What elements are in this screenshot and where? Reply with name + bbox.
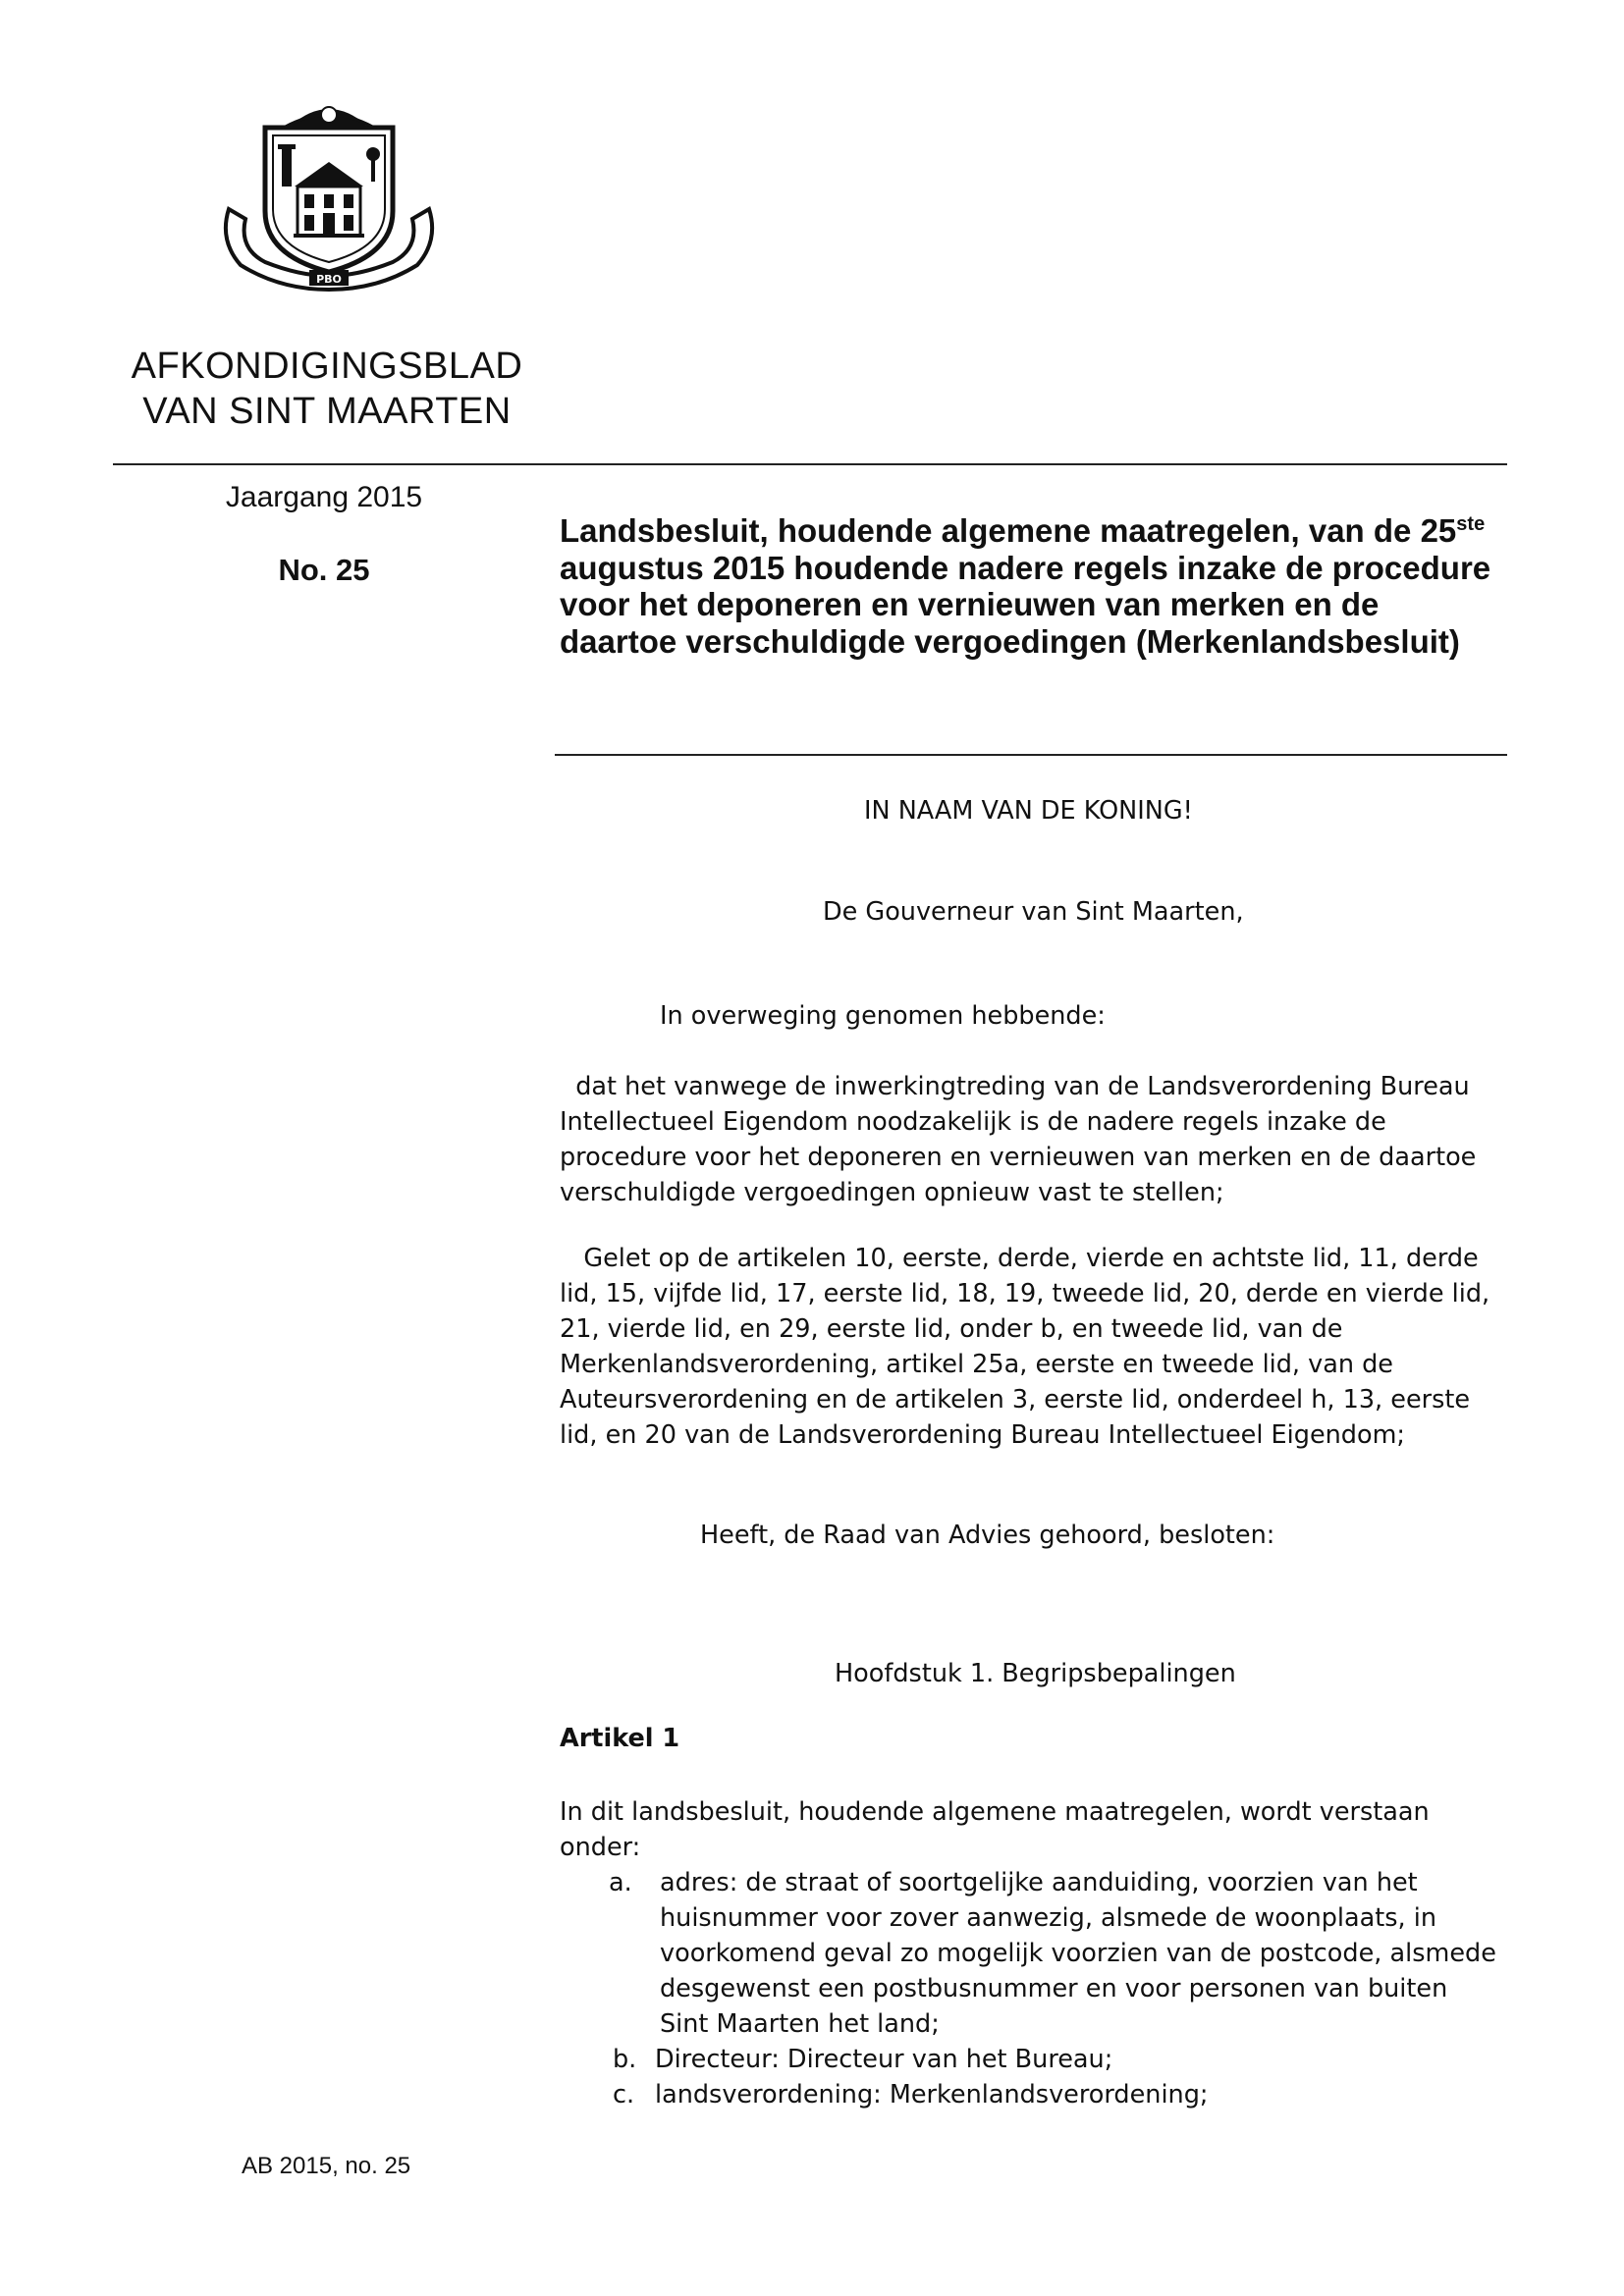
document-title-part1: Landsbesluit, houdende algemene maatregelen, van de 25 bbox=[560, 512, 1457, 549]
issue-number: No. 25 bbox=[278, 553, 370, 587]
in-naam-heading: IN NAAM VAN DE KONING! bbox=[864, 796, 1193, 826]
issue-year: Jaargang 2015 bbox=[225, 481, 423, 513]
paragraph-gelet-op bbox=[560, 1241, 1512, 1453]
list-item bbox=[560, 2042, 1502, 2077]
list-item-text: Directeur: Directeur van het Bureau; bbox=[655, 2045, 1113, 2074]
overweging-line: In overweging genomen hebbende: bbox=[660, 1001, 1106, 1031]
list-item-text: landsverordening: Merkenlandsverordening; bbox=[655, 2080, 1209, 2109]
svg-text:PBO: PBO bbox=[316, 273, 342, 286]
paragraph-gelet-op-text: Gelet op de artikelen 10, eerste, derde, vierde en achtste lid, 11, derde lid, 15, vijfde lid, 17, eerste lid, 18, 19, tweede lid, 20, derde en vierde lid, 21, vierde lid, en 29, eerste lid, onder b, en tweede lid, van de Merkenlandsverordening, artikel 25a, eerste en tweede lid, van de Auteursverordening en de artikelen 3, eerste lid, onderdeel h, 13, eerste lid, en 20 van de Landsverordening Bureau Intellectueel Eigendom; bbox=[560, 1244, 1490, 1450]
header-divider bbox=[113, 463, 1507, 465]
list-item bbox=[560, 1865, 1502, 2042]
list-item bbox=[560, 2077, 1502, 2112]
document-title-superscript: ste bbox=[1456, 513, 1486, 535]
chapter-heading: Hoofdstuk 1. Begripsbepalingen bbox=[835, 1659, 1236, 1688]
list-item-label: b. bbox=[613, 2045, 637, 2074]
title-divider bbox=[555, 754, 1507, 756]
besloten-line: Heeft, de Raad van Advies gehoord, besloten: bbox=[700, 1521, 1275, 1550]
document-title-part2: augustus 2015 houdende nadere regels inzake de procedure voor het deponeren en vernieuwen van merken en de daartoe verschuldigde vergoedingen (Merkenlandsbesluit) bbox=[560, 549, 1491, 660]
list-item-label: c. bbox=[613, 2080, 635, 2109]
article-intro: In dit landsbesluit, houdende algemene maatregelen, wordt verstaan onder: bbox=[560, 1797, 1430, 1862]
article-heading: Artikel 1 bbox=[560, 1724, 680, 1753]
publication-title-line1: AFKONDIGINGSBLAD bbox=[131, 346, 523, 387]
document-title bbox=[560, 512, 1502, 660]
list-item-text: adres: de straat of soortgelijke aanduiding, voorzien van het huisnummer voor zover aanwezig, alsmede de woonplaats, in voorkomend geval zo mogelijk voorzien van de postcode, alsmede desgewenst een postbusnummer en voor personen van buiten Sint Maarten het land; bbox=[660, 1868, 1496, 2039]
gouverneur-line: De Gouverneur van Sint Maarten, bbox=[823, 897, 1244, 927]
paragraph-considerans-text: dat het vanwege de inwerkingtreding van de Landsverordening Bureau Intellectueel Eigendom noodzakelijk is de nadere regels inzake de procedure voor het deponeren en vernieuwen van merken en de daartoe verschuldigde vergoedingen opnieuw vast te stellen; bbox=[560, 1072, 1477, 1207]
definitions-list bbox=[560, 1865, 1502, 2112]
sint-maarten-coat-of-arms-icon bbox=[211, 93, 447, 304]
page-footer: AB 2015, no. 25 bbox=[242, 2153, 411, 2179]
paragraph-considerans bbox=[560, 1069, 1512, 1210]
publication-title-line2: VAN SINT MAARTEN bbox=[142, 391, 512, 432]
list-item-label: a. bbox=[609, 1868, 632, 1897]
